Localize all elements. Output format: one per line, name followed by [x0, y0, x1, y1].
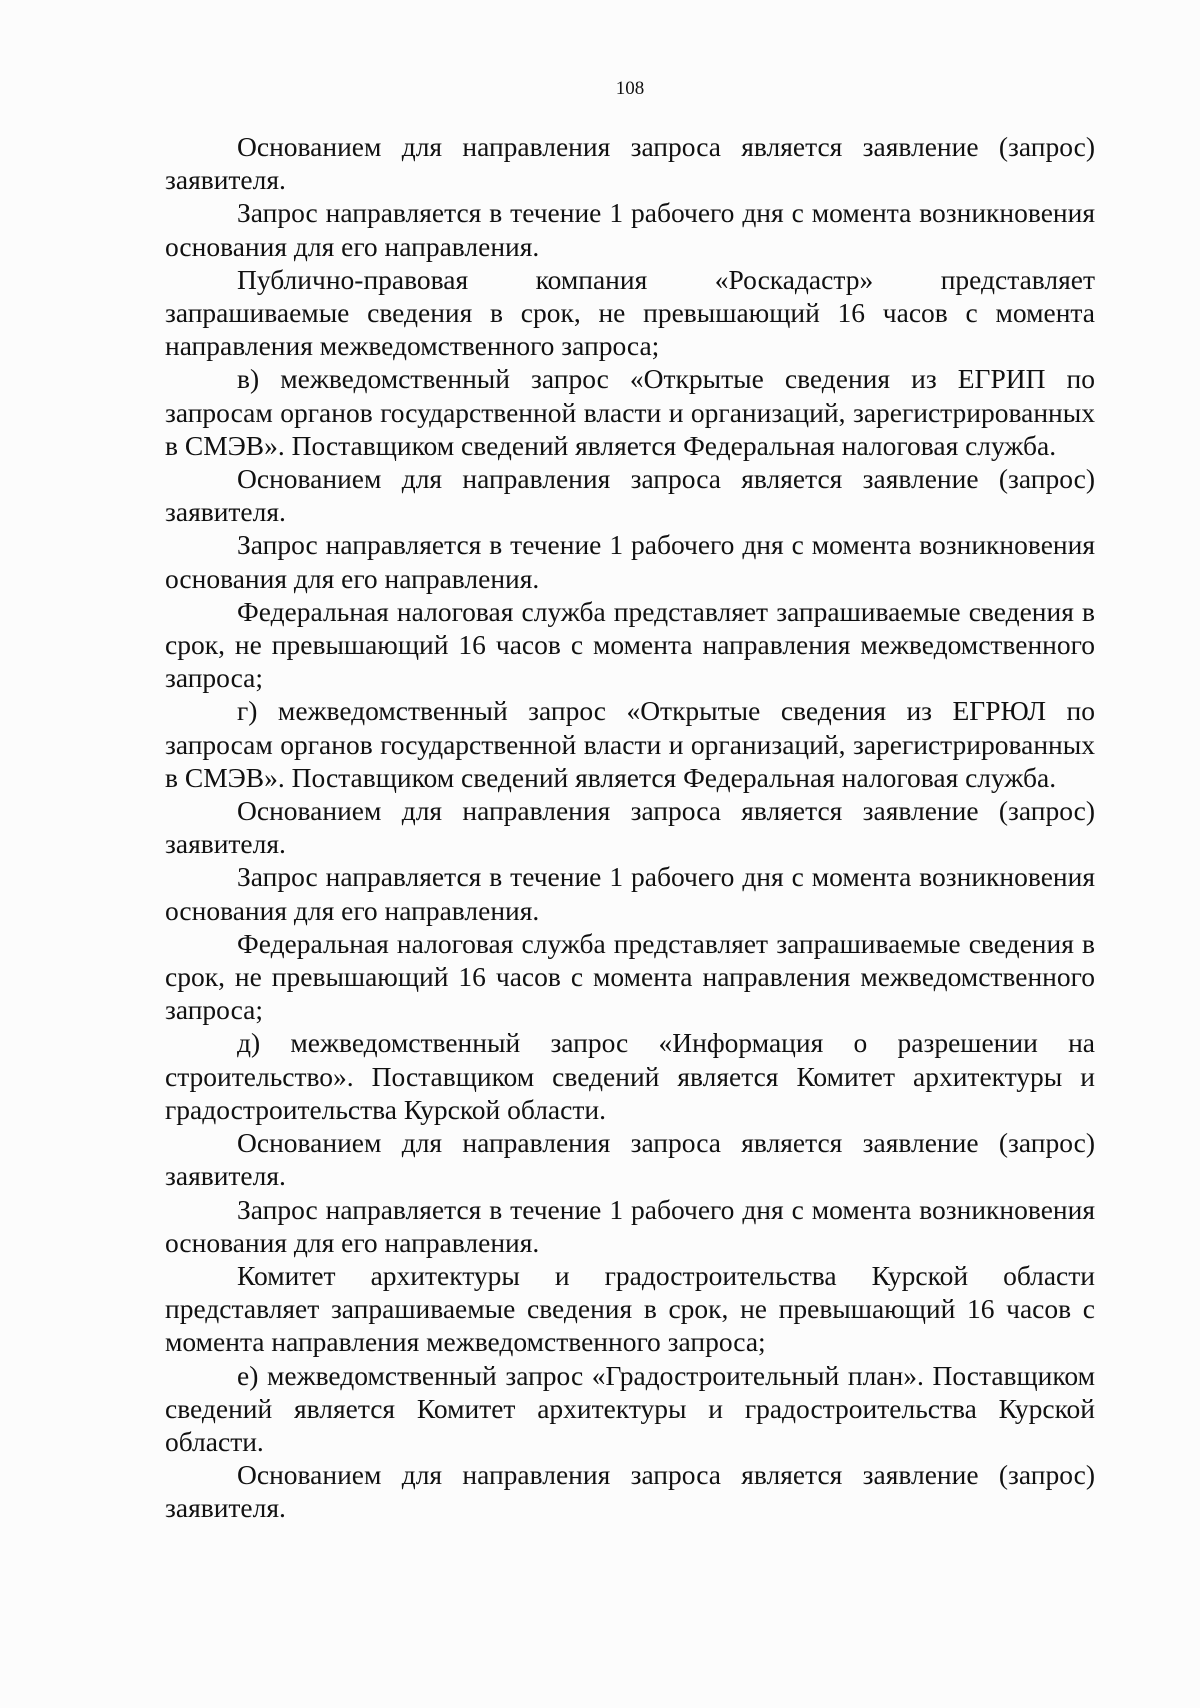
paragraph: Основанием для направления запроса является заявление (запрос) заявителя. — [165, 1459, 1095, 1524]
paragraph-item-g: г) межведомственный запрос «Открытые сведения из ЕГРЮЛ по запросам органов государственной власти и организаций, зарегистрированных в СМЭВ». Поставщиком сведений является Федеральная налоговая служба. — [165, 695, 1095, 793]
paragraph: Запрос направляется в течение 1 рабочего дня с момента возникновения основания для его направления. — [165, 861, 1095, 926]
paragraph: Комитет архитектуры и градостроительства Курской области представляет запрашиваемые сведения в срок, не превышающий 16 часов с момента направления межведомственного запроса; — [165, 1259, 1095, 1358]
paragraph: Публично-правовая компания «Роскадастр» представляет запрашиваемые сведения в срок, не превышающий 16 часов с момента направления межведомственного запроса; — [165, 263, 1095, 362]
paragraph-item-d: д) межведомственный запрос «Информация о разрешении на строительство». Поставщиком сведений является Комитет архитектуры и градостроительства Курской области. — [165, 1027, 1095, 1125]
page-number: 108 — [615, 78, 645, 99]
paragraph: Федеральная налоговая служба представляет запрашиваемые сведения в срок, не превышающий 16 часов с момента направления межведомственного запроса; — [165, 595, 1095, 694]
paragraph: Основанием для направления запроса является заявление (запрос) заявителя. — [165, 463, 1095, 528]
document-body — [165, 130, 1095, 1525]
paragraph: Запрос направляется в течение 1 рабочего дня с момента возникновения основания для его направления. — [165, 197, 1095, 262]
paragraph-item-e: е) межведомственный запрос «Градостроительный план». Поставщиком сведений является Комитет архитектуры и градостроительства Курской области. — [165, 1359, 1095, 1457]
paragraph: Основанием для направления запроса является заявление (запрос) заявителя. — [165, 1127, 1095, 1192]
paragraph: Запрос направляется в течение 1 рабочего дня с момента возникновения основания для его направления. — [165, 1193, 1095, 1258]
paragraph: Основанием для направления запроса является заявление (запрос) заявителя. — [165, 795, 1095, 860]
paragraph: Запрос направляется в течение 1 рабочего дня с момента возникновения основания для его направления. — [165, 529, 1095, 594]
paragraph-item-v: в) межведомственный запрос «Открытые сведения из ЕГРИП по запросам органов государственной власти и организаций, зарегистрированных в СМЭВ». Поставщиком сведений является Федеральная налоговая служба. — [165, 363, 1095, 461]
paragraph: Основанием для направления запроса является заявление (запрос) заявителя. — [165, 131, 1095, 196]
paragraph: Федеральная налоговая служба представляет запрашиваемые сведения в срок, не превышающий 16 часов с момента направления межведомственного запроса; — [165, 927, 1095, 1026]
